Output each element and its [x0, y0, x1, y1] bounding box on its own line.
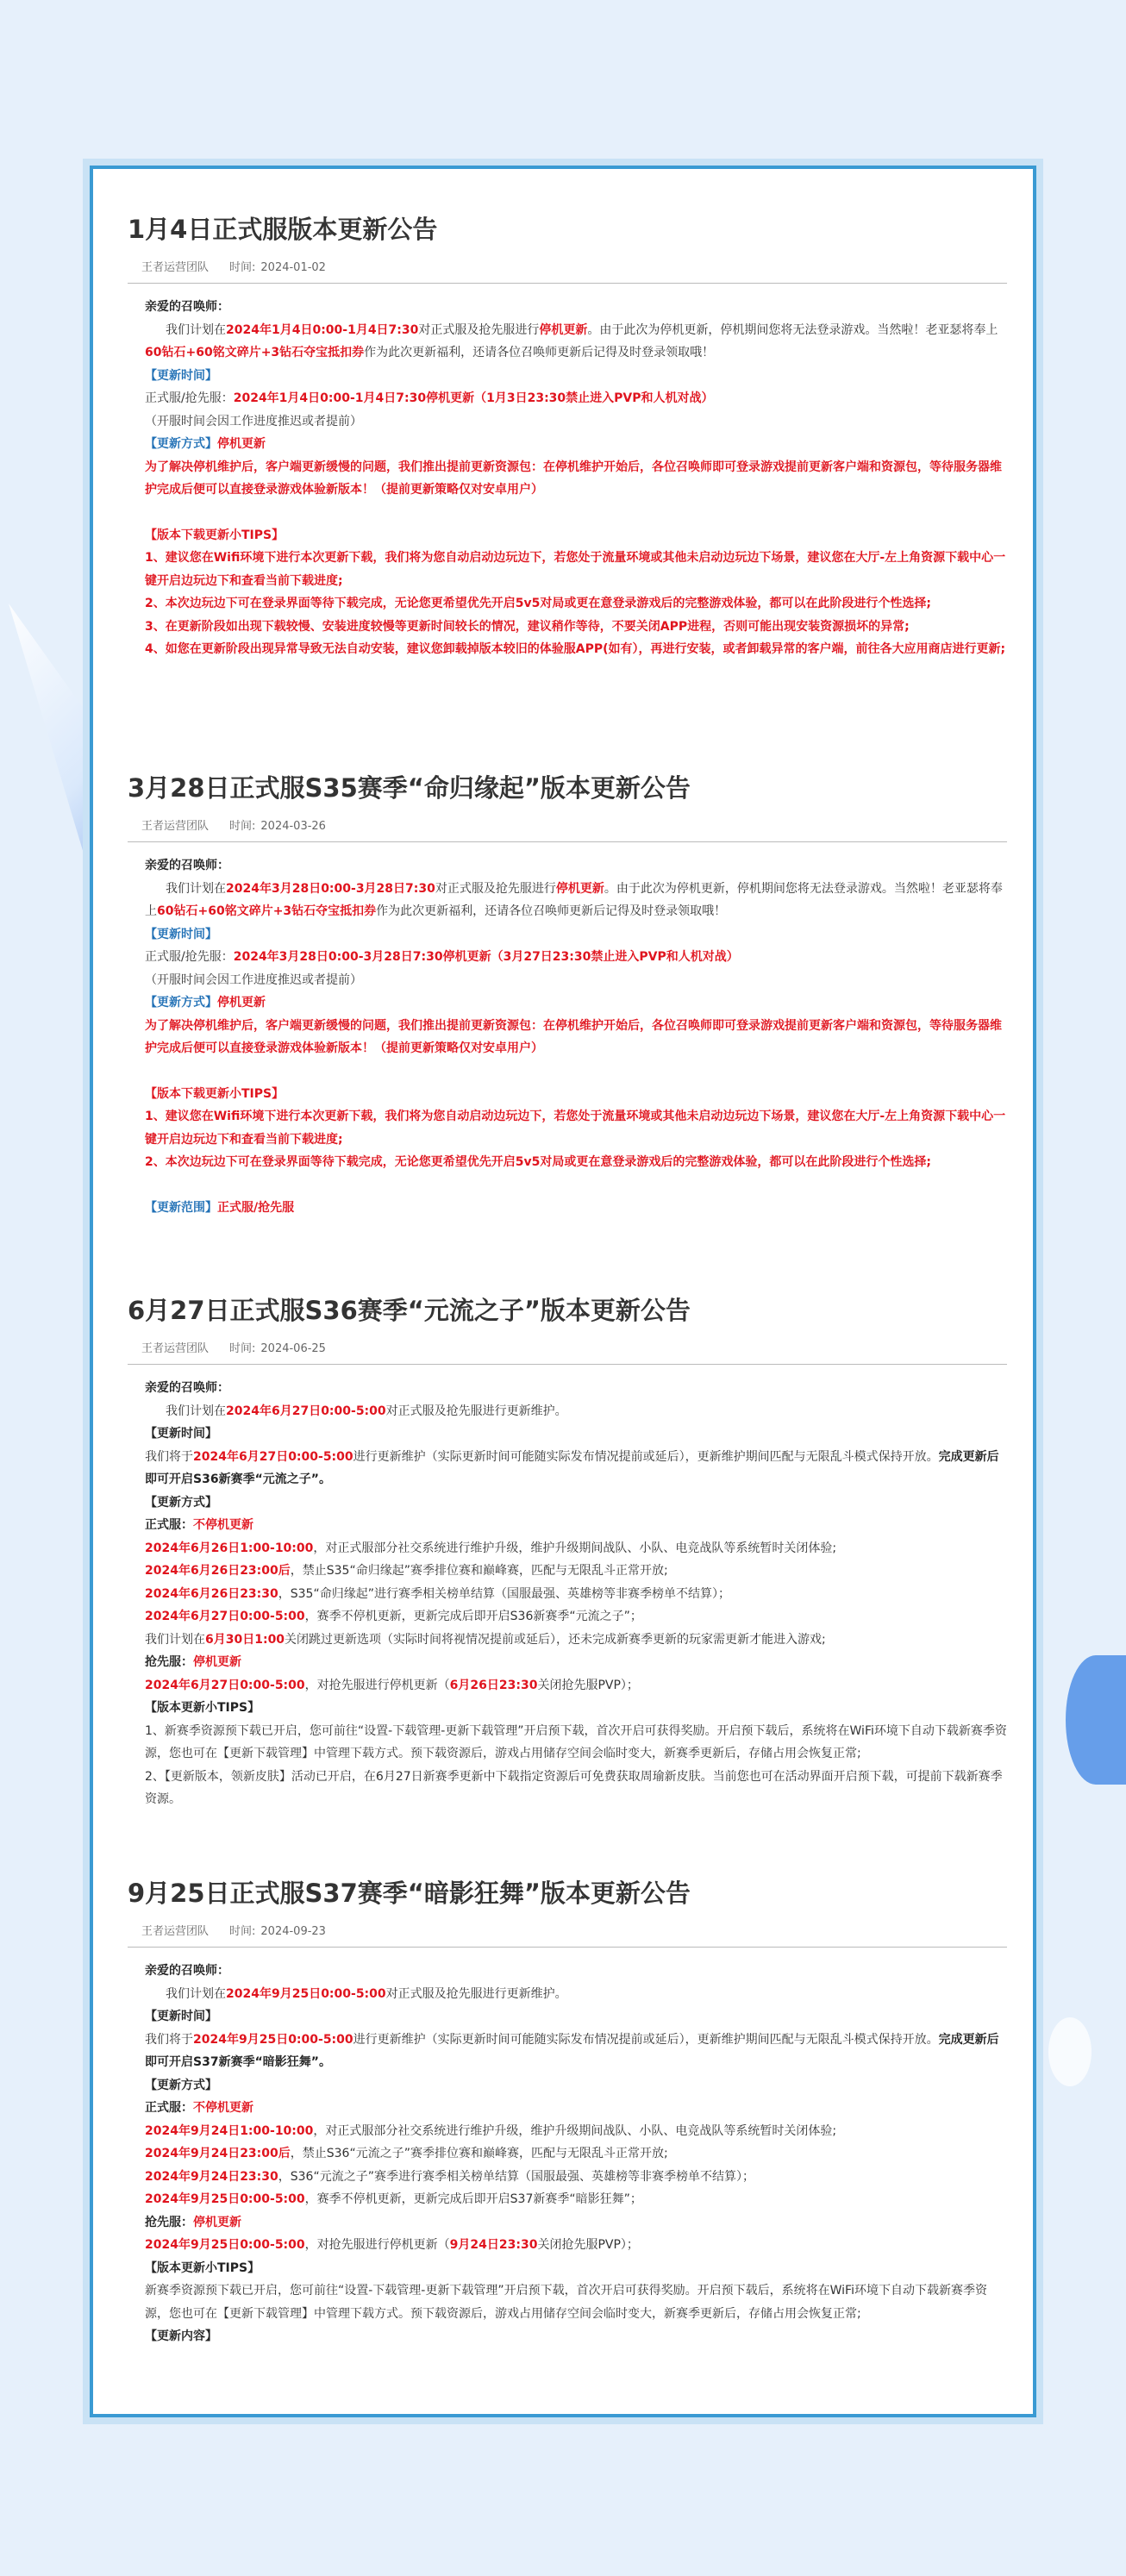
advance-schedule-line: 2024年6月27日0:00-5:00，对抢先服进行停机更新（6月26日23:30关闭抢先服PVP）； — [145, 1678, 639, 1692]
intro-paragraph: 我们计划在2024年1月4日0:00-1月4日7:30对正式服及抢先服进行停机更新。由于此次为停机更新，停机期间您将无法登录游戏。当然啦！老亚瑟将奉上60钻石+60铭文碎片+3钻石夺宝抵扣券作为此次更新福利，还请各位召唤师更新后记得及时登录领取哦！ — [145, 322, 998, 360]
section-heading-scope: 【更新范围】正式服/抢先服 — [145, 1200, 295, 1215]
section-heading-time: 【更新时间】 — [145, 927, 217, 941]
greeting: 亲爱的召唤师： — [145, 859, 229, 872]
post-date: 2024-06-25 — [260, 1342, 326, 1355]
post-body — [128, 1960, 1007, 2348]
post-meta — [141, 258, 1007, 274]
tip-item: 1、新赛季资源预下载已开启，您可前往“设置-下载管理-更新下载管理”开启预下载，首次开启可获得奖励。开启预下载后，系统将在WiFi环境下自动下载新赛季资源，您也可在【更新下载管理】中管理下载方式。预下载资源后，游戏占用储存空间会临时变大，新赛季更新后，存储占用会恢复正常; — [145, 1723, 1007, 1760]
schedule-item: 2024年9月24日1:00-10:00，对正式服部分社交系统进行维护升级，维护升级期间战队、小队、电竞战队等系统暂时关闭体验; — [145, 2123, 837, 2138]
section-heading-tips: 【版本更新小TIPS】 — [145, 1701, 260, 1715]
schedule-item: 2024年6月26日23:30，S35“命归缘起”进行赛季相关榜单结算（国服最强、英雄榜等非赛季榜单不结算）； — [145, 1586, 730, 1601]
post-title: 3月28日正式服S35赛季“命归缘起”版本更新公告 — [128, 773, 691, 803]
post-time-label: 时间: — [229, 820, 256, 833]
method-description: 为了解决停机维护后，客户端更新缓慢的问题，我们推出提前更新资源包：在停机维护开始后，各位召唤师即可登录游戏提前更新客户端和资源包，等待服务器维护完成后便可以直接登录游戏体验新版本！（提前更新策略仅对安卓用户） — [145, 460, 1002, 497]
advance-server-line: 抢先服：停机更新 — [145, 2215, 241, 2229]
divider — [128, 283, 1007, 284]
post-title: 9月25日正式服S37赛季“暗影狂舞”版本更新公告 — [128, 1879, 691, 1908]
section-heading-method: 【更新方式】 — [145, 1495, 217, 1510]
schedule-item: 2024年9月24日23:00后，禁止S36“元流之子”赛季排位赛和巅峰赛，匹配与无限乱斗正常开放; — [145, 2147, 668, 2160]
tip-item: 1、建议您在Wifi环境下进行本次更新下载，我们将为您自动启动边玩边下，若您处于流量环境或其他未启动边玩边下场景，建议您在大厅-左上角资源下载中心一键开启边玩边下和查看当前下载进度; — [145, 551, 1006, 588]
background-bubble-decoration — [1048, 2017, 1092, 2086]
intro-paragraph: 我们计划在2024年6月27日0:00-5:00对正式服及抢先服进行更新维护。 — [166, 1404, 567, 1418]
formal-server-line: 正式服：不停机更新 — [145, 1518, 253, 1532]
section-heading-method: 【更新方式】 — [145, 2078, 217, 2092]
section-heading-method: 【更新方式】停机更新 — [145, 437, 266, 451]
background-cloud-decoration — [1066, 1655, 1126, 1785]
section-heading-time: 【更新时间】 — [145, 1427, 217, 1441]
tip-item: 3、在更新阶段如出现下载较慢、安装进度较慢等更新时间较长的情况，建议稍作等待，不要关闭APP进程，否则可能出现安装资源损坏的异常; — [145, 619, 910, 634]
schedule-item: 2024年9月24日23:30，S36“元流之子”赛季进行赛季相关榜单结算（国服最强、英雄榜等非赛季榜单不结算）； — [145, 2169, 754, 2184]
divider — [128, 1364, 1007, 1365]
schedule-note: （开服时间会因工作进度推迟或者提前） — [145, 972, 362, 987]
post-date: 2024-09-23 — [260, 1925, 326, 1938]
post-author: 王者运营团队 — [141, 261, 210, 274]
method-description: 为了解决停机维护后，客户端更新缓慢的问题，我们推出提前更新资源包：在停机维护开始后，各位召唤师即可登录游戏提前更新客户端和资源包，等待服务器维护完成后便可以直接登录游戏体验新版本！（提前更新策略仅对安卓用户） — [145, 1018, 1002, 1055]
announcement-post — [128, 769, 1007, 1219]
post-author: 王者运营团队 — [141, 820, 210, 833]
tip-item: 4、如您在更新阶段出现异常导致无法自动安装，建议您卸载掉版本较旧的体验服APP(如有），再进行安装，或者卸载异常的客户端，前往各大应用商店进行更新; — [145, 642, 1006, 656]
post-body — [128, 296, 1007, 661]
server-time-line: 正式服/抢先服：2024年3月28日0:00-3月28日7:30停机更新（3月27日23:30禁止进入PVP和人机对战） — [145, 950, 739, 964]
post-author: 王者运营团队 — [141, 1925, 210, 1938]
divider — [128, 841, 1007, 842]
section-heading-time: 【更新时间】 — [145, 368, 217, 383]
divider — [128, 1947, 1007, 1948]
post-meta — [141, 816, 1007, 833]
post-body — [128, 1377, 1007, 1811]
post-author: 王者运营团队 — [141, 1342, 210, 1355]
greeting: 亲爱的召唤师： — [145, 1381, 229, 1395]
post-time-label: 时间: — [229, 1925, 256, 1938]
section-heading-tips: 【版本更新小TIPS】 — [145, 2260, 260, 2275]
update-time-paragraph: 我们将于2024年6月27日0:00-5:00进行更新维护（实际更新时间可能随实际发布情况提前或延后），更新维护期间匹配与无限乱斗模式保持开放。完成更新后即可开启S36新赛季“元流之子”。 — [145, 1449, 999, 1486]
section-heading-time: 【更新时间】 — [145, 2010, 217, 2023]
update-time-paragraph: 我们将于2024年9月25日0:00-5:00进行更新维护（实际更新时间可能随实际发布情况提前或延后），更新维护期间匹配与无限乱斗模式保持开放。完成更新后即可开启S37新赛季“暗影狂舞”。 — [145, 2032, 999, 2069]
post-body — [128, 854, 1007, 1219]
section-heading-method: 【更新方式】停机更新 — [145, 996, 266, 1010]
server-time-line: 正式服/抢先服：2024年1月4日0:00-1月4日7:30停机更新（1月3日23:30禁止进入PVP和人机对战） — [145, 391, 714, 405]
section-heading-tips: 【版本下载更新小TIPS】 — [145, 1086, 285, 1101]
greeting: 亲爱的召唤师： — [145, 1964, 229, 1978]
post-time-label: 时间: — [229, 261, 256, 274]
schedule-item: 2024年6月26日23:00后，禁止S35“命归缘起”赛季排位赛和巅峰赛，匹配与无限乱斗正常开放; — [145, 1564, 668, 1578]
advance-schedule-line: 2024年9月25日0:00-5:00，对抢先服进行停机更新（9月24日23:30关闭抢先服PVP）； — [145, 2238, 639, 2252]
section-heading-content: 【更新内容】 — [145, 2329, 217, 2343]
schedule-item: 2024年6月26日1:00-10:00，对正式服部分社交系统进行维护升级，维护升级期间战队、小队、电竞战队等系统暂时关闭体验; — [145, 1541, 837, 1555]
intro-paragraph: 我们计划在2024年9月25日0:00-5:00对正式服及抢先服进行更新维护。 — [166, 1986, 567, 2001]
post-meta — [141, 1922, 1007, 1938]
post-title: 1月4日正式服版本更新公告 — [128, 215, 438, 244]
tip-item: 新赛季资源预下载已开启，您可前往“设置-下载管理-更新下载管理”开启预下载，首次开启可获得奖励。开启预下载后，系统将在WiFi环境下自动下载新赛季资源，您也可在【更新下载管理】中管理下载方式。预下载资源后，游戏占用储存空间会临时变大，新赛季更新后，存储占用会恢复正常; — [145, 2284, 987, 2321]
tip-item: 2、本次边玩边下可在登录界面等待下载完成，无论您更希望优先开启5v5对局或更在意登录游戏后的完整游戏体验，都可以在此阶段进行个性选择; — [145, 1155, 931, 1169]
post-time-label: 时间: — [229, 1342, 256, 1355]
schedule-item: 2024年6月27日0:00-5:00，赛季不停机更新，更新完成后即开启S36新赛季“元流之子”； — [145, 1610, 642, 1623]
announcement-panel — [90, 166, 1036, 2417]
tip-item: 1、建议您在Wifi环境下进行本次更新下载，我们将为您自动启动边玩边下，若您处于流量环境或其他未启动边玩边下场景，建议您在大厅-左上角资源下载中心一键开启边玩边下和查看当前下载进度; — [145, 1110, 1006, 1147]
section-heading-tips: 【版本下载更新小TIPS】 — [145, 528, 285, 542]
post-date: 2024-01-02 — [260, 261, 326, 274]
post-date: 2024-03-26 — [260, 820, 326, 833]
announcement-post — [128, 1874, 1007, 2348]
post-title: 6月27日正式服S36赛季“元流之子”版本更新公告 — [128, 1296, 691, 1325]
tip-item: 2、本次边玩边下可在登录界面等待下载完成，无论您更希望优先开启5v5对局或更在意登录游戏后的完整游戏体验，都可以在此阶段进行个性选择; — [145, 597, 931, 610]
schedule-note: （开服时间会因工作进度推迟或者提前） — [145, 414, 362, 428]
tip-item: 2、【更新版本，领新皮肤】活动已开启，在6月27日新赛季更新中下载指定资源后可免费获取周瑜新皮肤。当前您也可在活动界面开启预下载，可提前下载新赛季资源。 — [145, 1769, 1003, 1806]
announcement-post — [128, 210, 1007, 661]
intro-paragraph: 我们计划在2024年3月28日0:00-3月28日7:30对正式服及抢先服进行停机更新。由于此次为停机更新，停机期间您将无法登录游戏。当然啦！老亚瑟将奉上60钻石+60铭文碎片+3钻石夺宝抵扣券作为此次更新福利，还请各位召唤师更新后记得及时登录领取哦！ — [145, 881, 1003, 918]
formal-server-line: 正式服：不停机更新 — [145, 2101, 253, 2115]
skip-update-line: 我们计划在6月30日1:00关闭跳过更新选项（实际时间将视情况提前或延后），还未完成新赛季更新的玩家需更新才能进入游戏; — [145, 1632, 826, 1647]
greeting: 亲爱的召唤师： — [145, 300, 229, 314]
advance-server-line: 抢先服：停机更新 — [145, 1655, 241, 1669]
schedule-item: 2024年9月25日0:00-5:00，赛季不停机更新，更新完成后即开启S37新赛季“暗影狂舞”； — [145, 2192, 642, 2206]
announcement-post — [128, 1291, 1007, 1811]
post-meta — [141, 1339, 1007, 1355]
